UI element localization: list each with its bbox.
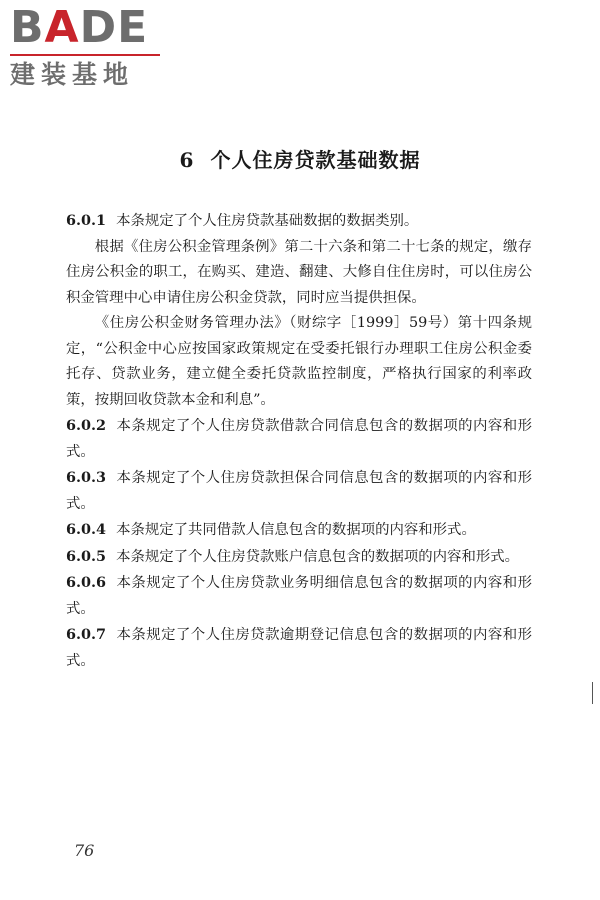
chapter-title: 个人住房贷款基础数据 — [210, 148, 421, 172]
paragraph-clause-6-0-4 — [66, 517, 532, 544]
chapter-heading — [0, 144, 600, 173]
paragraph-text: 本条规定了个人住房贷款业务明细信息包含的数据项的内容和形式。 — [66, 575, 532, 617]
paragraph-text: 本条规定了个人住房贷款逾期登记信息包含的数据项的内容和形式。 — [66, 627, 532, 669]
logo-letter-a: A — [44, 2, 80, 53]
paragraph-text: 本条规定了个人住房贷款账户信息包含的数据项的内容和形式。 — [116, 548, 520, 565]
paragraph-text: 本条规定了个人住房贷款担保合同信息包含的数据项的内容和形式。 — [66, 470, 532, 512]
paragraph-clause-6-0-1 — [66, 208, 532, 235]
clause-number: 6.0.2 — [66, 417, 107, 434]
scan-edge-mark — [592, 682, 593, 704]
brand-logo — [10, 4, 180, 90]
paragraph-text: 本条规定了个人住房贷款借款合同信息包含的数据项的内容和形式。 — [66, 418, 532, 460]
page-number: 76 — [74, 841, 95, 860]
logo-letter-b: B — [10, 2, 45, 53]
logo-divider — [10, 54, 160, 56]
paragraph-text: 根据《住房公积金管理条例》第二十六条和第二十七条的规定，缴存住房公积金的职工，在购买、建造、翻建、大修自住住房时，可以住房公积金管理中心申请住房公积金贷款，同时应当提供担保。 — [66, 238, 532, 306]
clause-number: 6.0.1 — [66, 212, 107, 229]
paragraph-text: 本条规定了共同借款人信息包含的数据项的内容和形式。 — [116, 522, 476, 538]
clause-number: 6.0.7 — [66, 626, 107, 643]
paragraph-clause-6-0-7 — [66, 622, 532, 674]
paragraph-text: 《住房公积金财务管理办法》（财综字［1999］59号）第十四条规定，“公积金中心应按国家政策规定在受委托银行办理职工住房公积金委托存、贷款业务，建立健全委托贷款监控制度，严格执行国家的利率政策，按期回收贷款本金和利息”。 — [66, 315, 532, 408]
logo-subtitle: 建装基地 — [10, 60, 135, 89]
paragraph-clause-6-0-5 — [66, 544, 532, 571]
paragraph-clause-6-0-6 — [66, 570, 532, 622]
clause-number: 6.0.3 — [66, 469, 107, 486]
chapter-number: 6 — [179, 148, 195, 172]
clause-number: 6.0.6 — [66, 574, 107, 591]
paragraph-regulation-basis — [66, 235, 532, 312]
clause-number: 6.0.4 — [66, 521, 107, 538]
paragraph-clause-6-0-3 — [66, 465, 532, 517]
logo-wordmark — [10, 4, 180, 52]
paragraph-text: 本条规定了个人住房贷款基础数据的数据类别。 — [116, 213, 419, 229]
logo-letters-de: DE — [79, 2, 149, 53]
body-text — [66, 208, 532, 674]
clause-number: 6.0.5 — [66, 547, 107, 565]
paragraph-financial-rules — [66, 311, 532, 413]
paragraph-clause-6-0-2 — [66, 413, 532, 465]
